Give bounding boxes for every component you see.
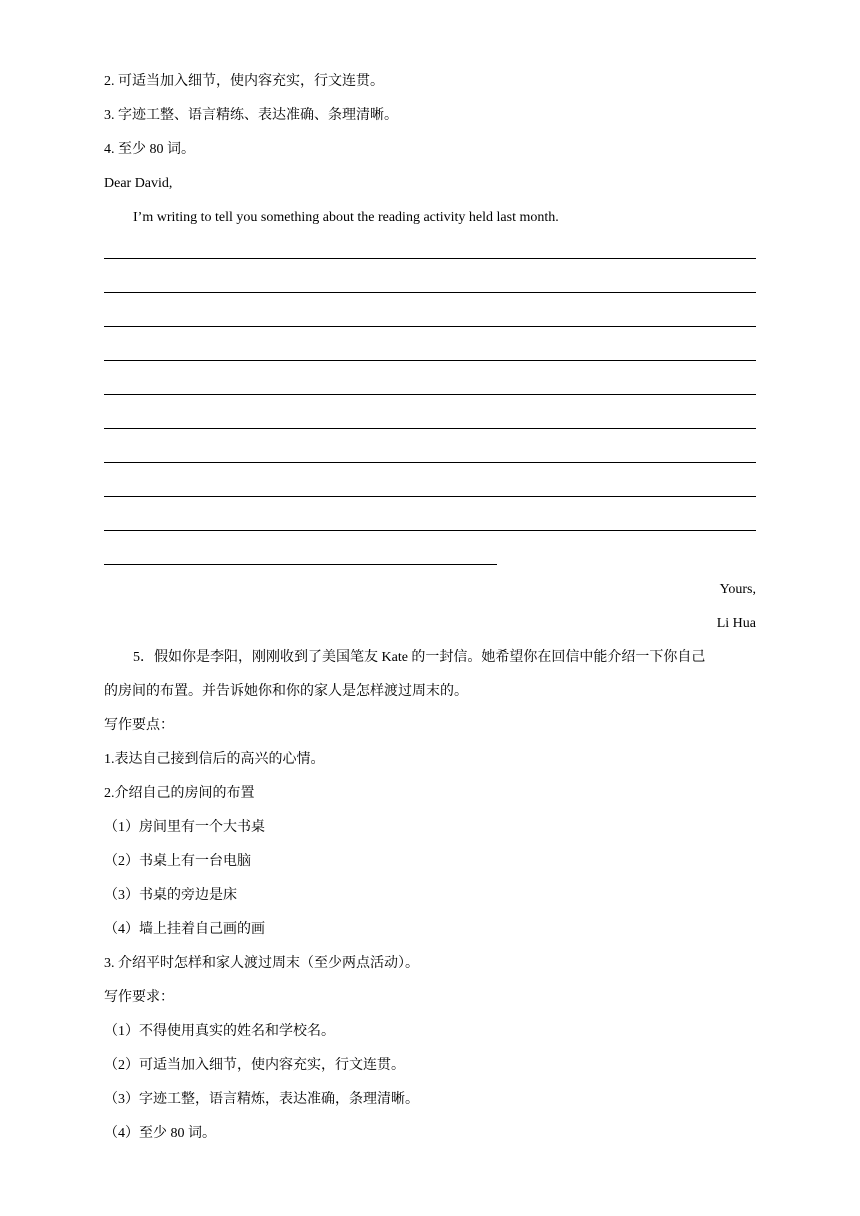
answer-line[interactable] (104, 394, 756, 395)
answer-line[interactable] (104, 326, 756, 327)
answer-line[interactable] (104, 462, 756, 463)
answer-line[interactable] (104, 564, 497, 565)
letter-signature: Li Hua (716, 616, 756, 631)
letter-closing: Yours, (719, 582, 756, 597)
answer-line[interactable] (104, 258, 756, 259)
answer-line[interactable] (104, 530, 756, 531)
answer-line[interactable] (104, 292, 756, 293)
requirement-3: 3. 字迹工整、语言精练、表达准确、条理清晰。 (104, 108, 398, 123)
question-5-prompt-cont: 的房间的布置。并告诉她你和你的家人是怎样渡过周末的。 (104, 684, 468, 699)
answer-line[interactable] (104, 428, 756, 429)
requirements-heading: 写作要求： (104, 990, 174, 1005)
point-item: （4）墙上挂着自己画的画 (104, 922, 265, 937)
answer-line[interactable] (104, 496, 756, 497)
requirement-4: 4. 至少 80 词。 (104, 142, 195, 157)
point-item: （2）书桌上有一台电脑 (104, 854, 251, 869)
points-heading: 写作要点： (104, 718, 174, 733)
answer-line[interactable] (104, 360, 756, 361)
requirement-item: （4）至少 80 词。 (104, 1126, 216, 1141)
requirement-item: （3）字迹工整，语言精炼，表达准确，条理清晰。 (104, 1092, 419, 1107)
requirement-item: （2）可适当加入细节，使内容充实，行文连贯。 (104, 1058, 405, 1073)
point-item: （3）书桌的旁边是床 (104, 888, 237, 903)
point-item: （1）房间里有一个大书桌 (104, 820, 265, 835)
letter-opening: I’m writing to tell you something about the reading activity held last month. (133, 210, 559, 225)
requirement-item: （1）不得使用真实的姓名和学校名。 (104, 1024, 335, 1039)
point-item: 1.表达自己接到信后的高兴的心情。 (104, 752, 325, 767)
requirement-2: 2. 可适当加入细节，使内容充实，行文连贯。 (104, 74, 384, 89)
question-5-prompt: 5．假如你是李阳，刚刚收到了美国笔友 Kate 的一封信。她希望你在回信中能介绍一下你自己 (133, 650, 706, 665)
point-item: 2.介绍自己的房间的布置 (104, 786, 255, 801)
letter-salutation: Dear David, (104, 176, 173, 191)
point-item: 3. 介绍平时怎样和家人渡过周末（至少两点活动）。 (104, 956, 419, 971)
